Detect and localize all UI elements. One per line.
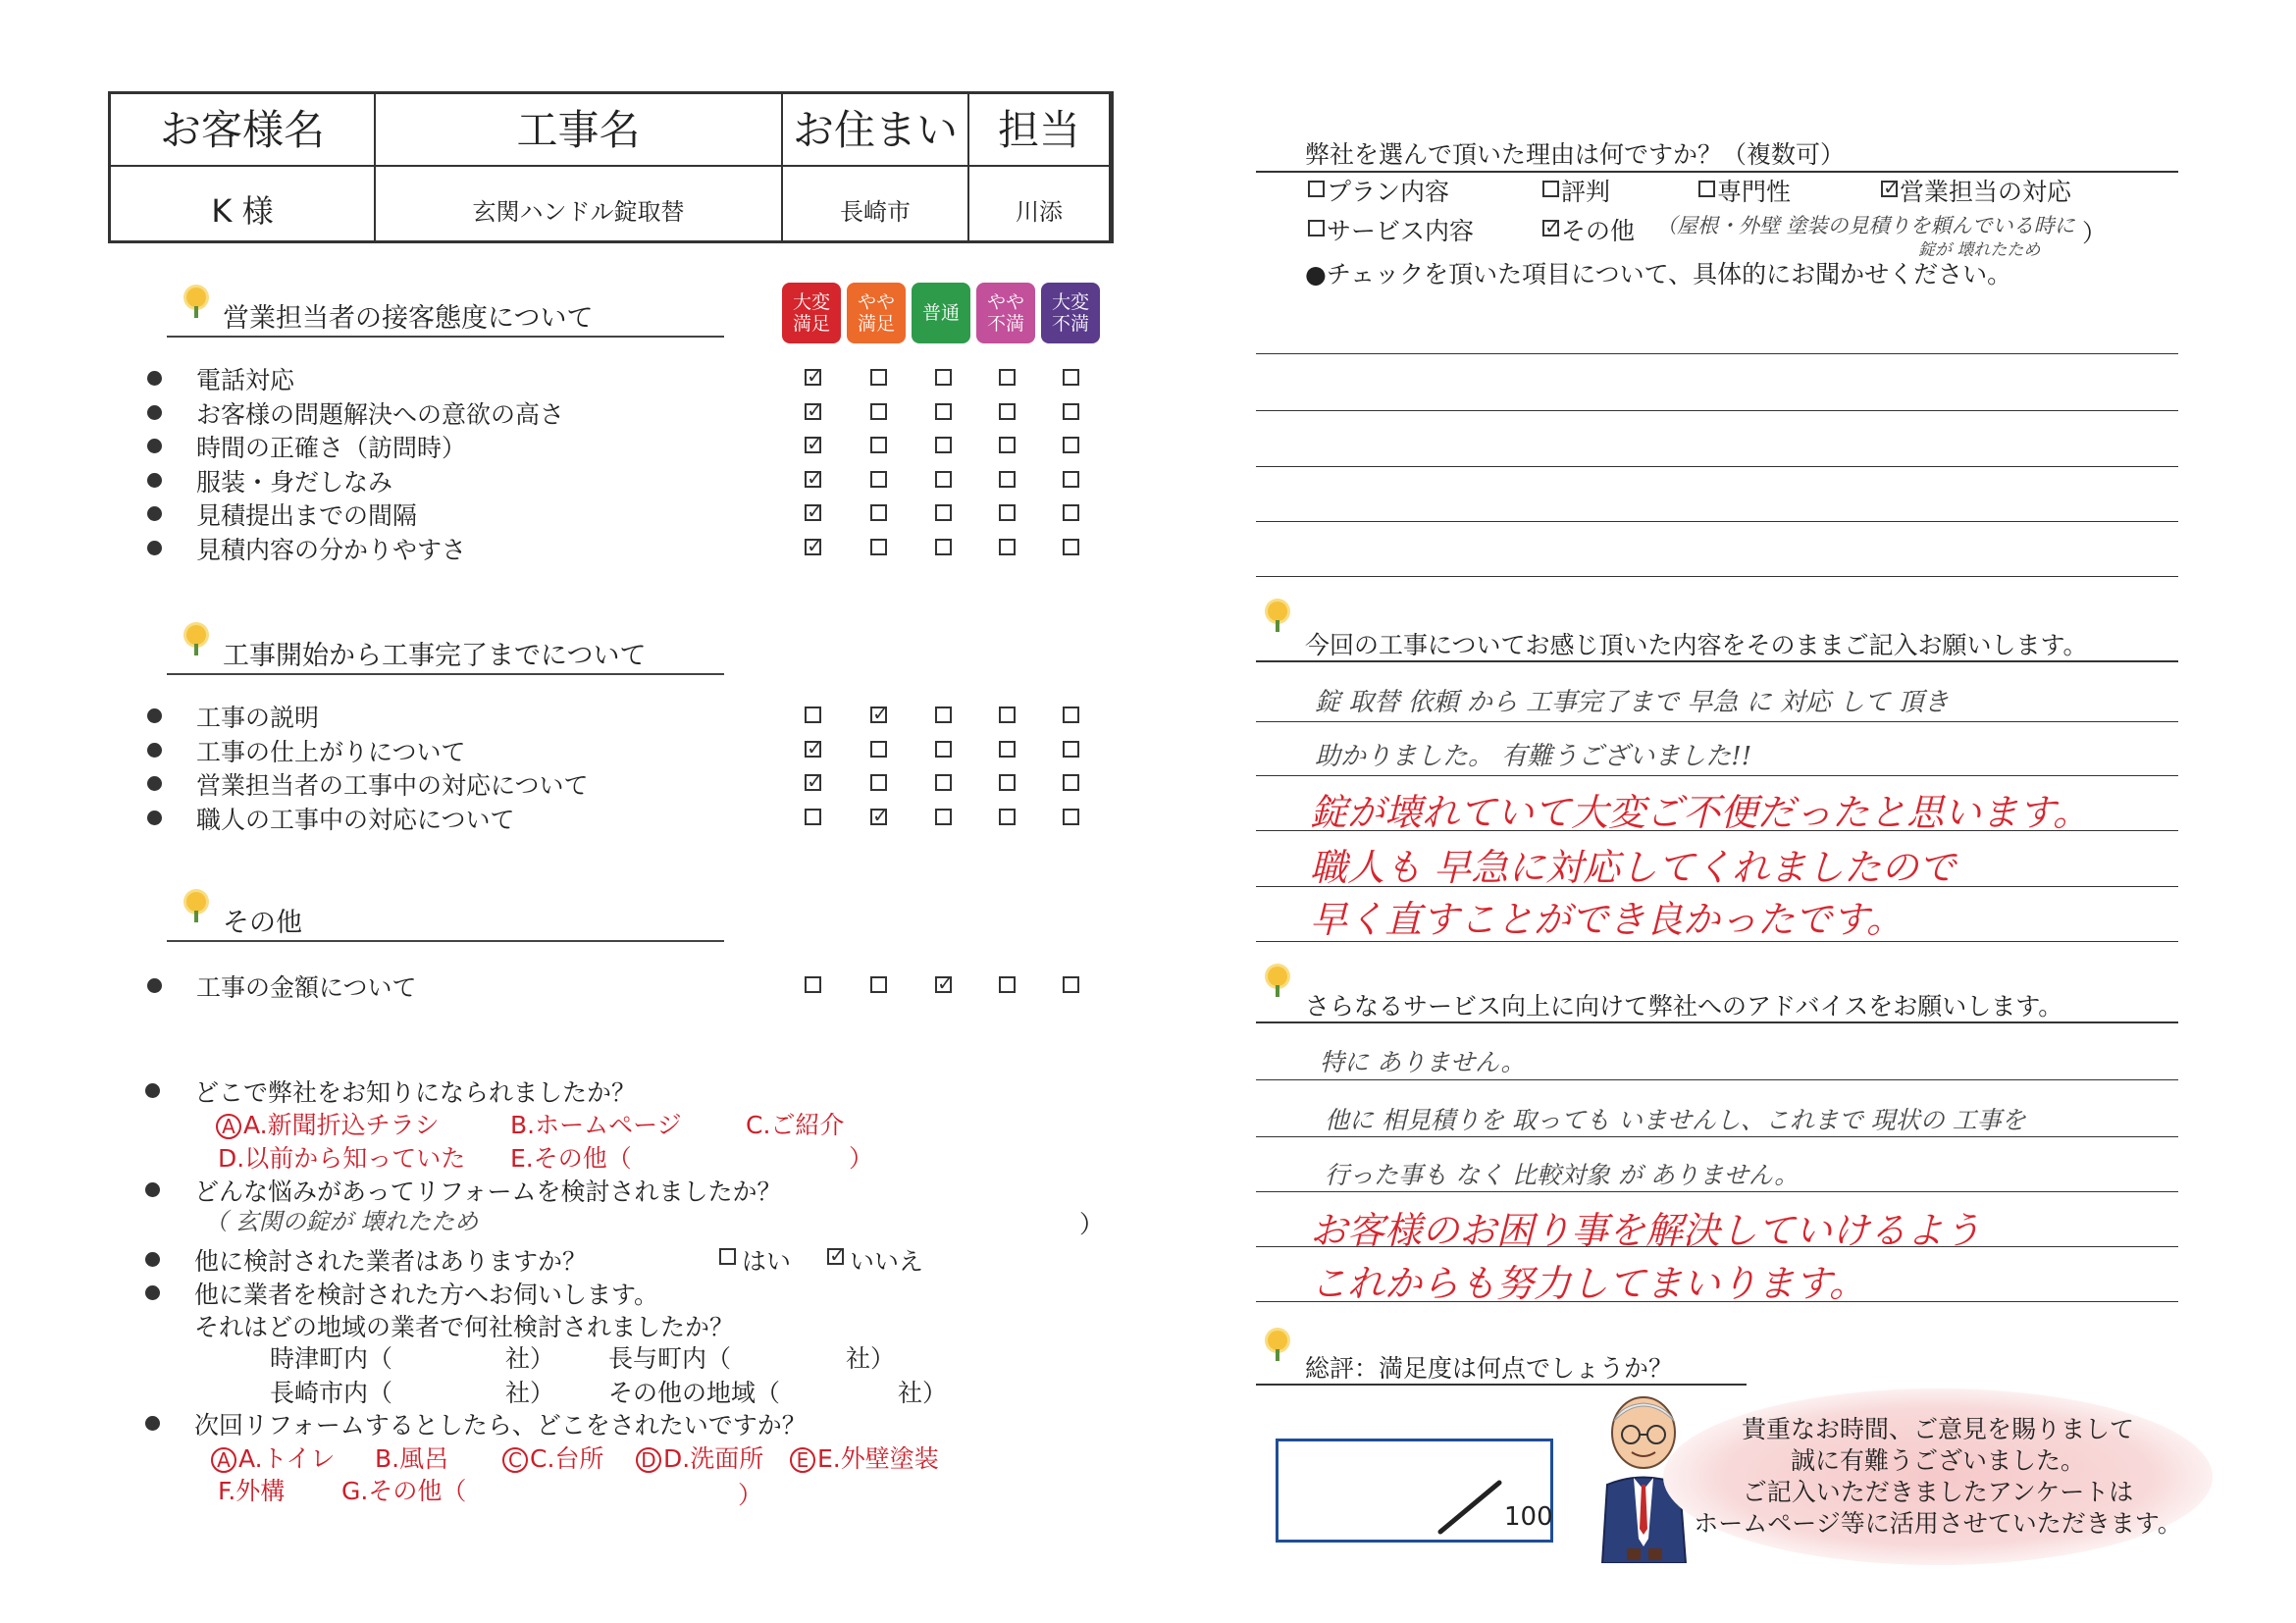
section2-rating-checkbox[interactable] bbox=[999, 707, 1016, 723]
bullet bbox=[147, 439, 162, 453]
residence-value: 長崎市 bbox=[840, 198, 911, 226]
reason-service-checkbox[interactable] bbox=[1308, 220, 1325, 236]
q-region-tokitsu: 時津町内（ bbox=[270, 1344, 393, 1373]
q-region-line1: 他に業者を検討された方へお伺いします。 bbox=[194, 1281, 659, 1309]
customer-column bbox=[111, 94, 376, 240]
reason-sales-checkbox[interactable] bbox=[1881, 181, 1898, 197]
advice-line bbox=[1256, 1301, 2178, 1302]
q-other-no-label: いいえ bbox=[850, 1247, 924, 1276]
section2-rating-checkbox[interactable] bbox=[1063, 774, 1079, 791]
q-region-nagasaki-sha: 社） bbox=[505, 1379, 555, 1407]
impression-hand-1[interactable]: 錠 取替 依頼 から 工事完了まで 早急 に 対応 して 頂き bbox=[1315, 688, 1950, 717]
q-next-question: 次回リフォームするとしたら、どこをされたいですか？ bbox=[194, 1411, 807, 1440]
section3-item-label: 工事の金額について bbox=[196, 973, 417, 1002]
overall-title: 総評：満足度は何点でしょうか？ bbox=[1305, 1354, 1674, 1383]
section2-rating-checkbox[interactable] bbox=[935, 774, 952, 791]
section1-rating-checkbox[interactable] bbox=[1063, 504, 1079, 521]
section1-rating-checkbox[interactable] bbox=[805, 369, 821, 386]
q-next-option-b[interactable]: B.風呂 bbox=[375, 1444, 449, 1473]
q-know-question: どこで弊社をお知りになられましたか？ bbox=[194, 1078, 637, 1107]
section2-rating-checkbox[interactable] bbox=[870, 809, 887, 825]
thanks-line-1: 貴重なお時間、ご意見を賜りまして bbox=[1741, 1415, 2134, 1443]
q-worry-question: どんな悩みがあってリフォームを検討されましたか？ bbox=[194, 1178, 782, 1206]
flower-icon bbox=[182, 891, 211, 920]
circle-mark-icon: E bbox=[790, 1447, 815, 1473]
q-know-option-e[interactable]: E.その他（ bbox=[510, 1144, 632, 1173]
section1-rating-checkbox[interactable] bbox=[1063, 539, 1079, 555]
section2-rating-checkbox[interactable] bbox=[805, 809, 821, 825]
section3-title: その他 bbox=[223, 908, 302, 938]
section1-rating-checkbox[interactable] bbox=[1063, 471, 1079, 488]
q-other-yes-label: はい bbox=[742, 1247, 792, 1276]
section2-item-label: 工事の仕上がりについて bbox=[196, 737, 466, 766]
thanks-line-3: ご記入いただきましたアンケートは bbox=[1742, 1478, 2134, 1506]
q-other-question: 他に検討された業者はありますか？ bbox=[194, 1247, 588, 1276]
reason-expertise-label: 専門性 bbox=[1717, 178, 1792, 206]
reason-detail-prompt: ●チェックを頂いた項目について、具体的にお聞かせください。 bbox=[1305, 260, 2012, 288]
q-other-yes-checkbox[interactable] bbox=[719, 1248, 736, 1265]
residence-label: お住まい bbox=[792, 106, 958, 154]
q-next-option-f[interactable]: F.外構 bbox=[218, 1477, 286, 1505]
reason-plan-label: プラン内容 bbox=[1327, 178, 1450, 206]
section2-rating-checkbox[interactable] bbox=[870, 707, 887, 723]
impression-title: 今回の工事についてお感じ頂いた内容をそのままご記入お願いします。 bbox=[1305, 631, 2088, 659]
section3-rating-checkbox[interactable] bbox=[935, 976, 952, 993]
flower-icon bbox=[182, 624, 211, 654]
section1-rating-checkbox[interactable] bbox=[870, 471, 887, 488]
detail-line bbox=[1256, 466, 2178, 467]
circle-mark-icon: C bbox=[502, 1447, 528, 1473]
work-value: 玄関ハンドル錠取替 bbox=[472, 198, 685, 226]
reason-sales-label: 営業担当の対応 bbox=[1900, 178, 2072, 206]
section1-rating-checkbox[interactable] bbox=[999, 504, 1016, 521]
section1-rating-checkbox[interactable] bbox=[935, 539, 952, 555]
section3-rating-checkbox[interactable] bbox=[999, 976, 1016, 993]
q-next-option-e[interactable]: E E.外壁塗装 bbox=[790, 1440, 939, 1475]
section2-item-label: 職人の工事中の対応について bbox=[196, 805, 515, 834]
section2-rating-checkbox[interactable] bbox=[870, 741, 887, 758]
bullet bbox=[147, 708, 162, 723]
section1-rating-checkbox[interactable] bbox=[805, 437, 821, 453]
reason-other-checkbox[interactable] bbox=[1542, 220, 1559, 236]
section1-rating-checkbox[interactable] bbox=[805, 539, 821, 555]
section1-rating-checkbox[interactable] bbox=[999, 403, 1016, 420]
section1-rating-checkbox[interactable] bbox=[1063, 403, 1079, 420]
reason-review-checkbox[interactable] bbox=[1542, 181, 1559, 197]
section1-item-label: 電話対応 bbox=[196, 366, 295, 394]
advice-hand-3[interactable]: 行った事も なく 比較対象 が ありません。 bbox=[1325, 1161, 1800, 1189]
staff-value: 川添 bbox=[1016, 198, 1063, 226]
section2-underline bbox=[167, 673, 724, 675]
advice-hand-2[interactable]: 他に 相見積りを 取っても いませんし、これまで 現状の 工事を bbox=[1325, 1106, 2026, 1134]
section2-rating-checkbox[interactable] bbox=[999, 809, 1016, 825]
advice-line bbox=[1256, 1246, 2178, 1247]
bullet bbox=[147, 506, 162, 521]
impression-hand-2[interactable]: 助かりました。 有難うございました!! bbox=[1315, 742, 1752, 771]
detail-line bbox=[1256, 521, 2178, 522]
advice-line bbox=[1256, 1136, 2178, 1137]
score-box[interactable] bbox=[1276, 1439, 1553, 1543]
section1-rating-checkbox[interactable] bbox=[870, 504, 887, 521]
reason-other-note-1[interactable]: （屋根・外壁 塗装の見積りを頼んでいる時に bbox=[1656, 214, 2075, 237]
section3-underline bbox=[167, 940, 724, 942]
advice-line bbox=[1256, 1191, 2178, 1192]
rating-badge-satisfied: やや満足 bbox=[847, 283, 906, 343]
residence-column bbox=[783, 94, 969, 240]
advice-red-2[interactable]: これからも努力してまいります。 bbox=[1310, 1262, 1866, 1305]
section2-title: 工事開始から工事完了までについて bbox=[223, 641, 647, 671]
flower-icon bbox=[182, 287, 211, 316]
impression-line bbox=[1256, 775, 2178, 776]
section2-rating-checkbox[interactable] bbox=[935, 707, 952, 723]
bullet bbox=[147, 405, 162, 420]
section2-rating-checkbox[interactable] bbox=[1063, 809, 1079, 825]
score-max: 100 bbox=[1504, 1502, 1553, 1532]
section1-rating-checkbox[interactable] bbox=[870, 437, 887, 453]
detail-line bbox=[1256, 410, 2178, 411]
section2-rating-checkbox[interactable] bbox=[1063, 707, 1079, 723]
flower-icon bbox=[1263, 601, 1292, 630]
section1-rating-checkbox[interactable] bbox=[999, 437, 1016, 453]
bullet bbox=[147, 978, 162, 993]
q-region-nagayo: 長与町内（ bbox=[608, 1344, 732, 1373]
q-next-option-a[interactable]: A A.トイレ bbox=[211, 1440, 335, 1475]
staff-label: 担当 bbox=[997, 106, 1080, 154]
flower-icon bbox=[1263, 966, 1292, 995]
q-region-nagayo-sha: 社） bbox=[846, 1344, 896, 1373]
section3-rating-checkbox[interactable] bbox=[1063, 976, 1079, 993]
reason-other-label: その他 bbox=[1561, 217, 1636, 245]
rating-badge-very-dissatisfied: 大変不満 bbox=[1041, 283, 1100, 343]
staff-column bbox=[969, 94, 1111, 240]
circle-mark-icon: A bbox=[211, 1447, 236, 1473]
q-other-no-checkbox[interactable] bbox=[827, 1248, 844, 1265]
q-next-option-c[interactable]: C C.台所 bbox=[502, 1440, 603, 1475]
customer-value: K 様 bbox=[211, 192, 274, 230]
thanks-line-2: 誠に有難うございました。 bbox=[1790, 1446, 2085, 1475]
section1-rating-checkbox[interactable] bbox=[1063, 437, 1079, 453]
rating-badge-dissatisfied: やや不満 bbox=[976, 283, 1035, 343]
reason-plan-checkbox[interactable] bbox=[1308, 181, 1325, 197]
section1-item-label: お客様の問題解決への意欲の高さ bbox=[196, 399, 565, 429]
rating-badge-very-satisfied: 大変満足 bbox=[782, 283, 841, 343]
advice-underline bbox=[1256, 1021, 2178, 1023]
section1-rating-checkbox[interactable] bbox=[935, 471, 952, 488]
bullet bbox=[147, 776, 162, 791]
q-worry-close: ） bbox=[1079, 1210, 1105, 1238]
advice-red-1[interactable]: お客様のお困り事を解決していけるよう bbox=[1310, 1209, 1982, 1252]
reason-other-note-2[interactable]: 錠が 壊れたため bbox=[1918, 240, 2041, 260]
q-region-other: その他の地域（ bbox=[608, 1379, 781, 1407]
impression-line bbox=[1256, 886, 2178, 887]
section1-rating-checkbox[interactable] bbox=[805, 504, 821, 521]
bullet bbox=[145, 1416, 160, 1431]
section1-title: 営業担当者の接客態度について bbox=[223, 303, 594, 334]
section1-underline bbox=[167, 336, 724, 338]
q-know-option-b[interactable]: B.ホームページ bbox=[510, 1111, 682, 1139]
bullet bbox=[145, 1083, 160, 1098]
detail-line bbox=[1256, 353, 2178, 354]
q-region-nagasaki: 長崎市内（ bbox=[270, 1379, 393, 1407]
circle-mark-icon: D bbox=[636, 1447, 661, 1473]
section2-item-label: 営業担当者の工事中の対応について bbox=[196, 771, 589, 800]
reason-service-label: サービス内容 bbox=[1327, 217, 1475, 245]
bullet bbox=[147, 473, 162, 488]
impression-red-3[interactable]: 早く直すことができ良かったです。 bbox=[1310, 898, 1904, 941]
section1-rating-checkbox[interactable] bbox=[1063, 369, 1079, 386]
reason-title: 弊社を選んで頂いた理由は何ですか？（複数可） bbox=[1305, 140, 1846, 169]
impression-red-2[interactable]: 職人も 早急に対応してくれましたので bbox=[1310, 846, 1957, 889]
section3-rating-checkbox[interactable] bbox=[805, 976, 821, 993]
section1-rating-checkbox[interactable] bbox=[870, 403, 887, 420]
impression-underline bbox=[1256, 660, 2178, 662]
section1-rating-checkbox[interactable] bbox=[805, 403, 821, 420]
section1-item-label: 時間の正確さ（訪問時） bbox=[196, 434, 467, 462]
rating-badge-normal: 普通 bbox=[912, 283, 970, 343]
section1-item-label: 見積内容の分かりやすさ bbox=[196, 535, 467, 564]
reason-review-label: 評判 bbox=[1561, 178, 1611, 206]
q-know-option-c[interactable]: C.ご紹介 bbox=[746, 1111, 845, 1139]
advice-hand-1[interactable]: 特に ありません。 bbox=[1320, 1048, 1526, 1076]
section2-rating-checkbox[interactable] bbox=[999, 741, 1016, 758]
reason-other-close: ） bbox=[2082, 219, 2108, 247]
advice-title: さらなるサービス向上に向けて弊社へのアドバイスをお願いします。 bbox=[1305, 992, 2063, 1021]
section2-rating-checkbox[interactable] bbox=[805, 707, 821, 723]
section2-rating-checkbox[interactable] bbox=[1063, 741, 1079, 758]
section1-rating-checkbox[interactable] bbox=[935, 437, 952, 453]
section1-item-label: 服装・身だしなみ bbox=[196, 467, 393, 497]
reason-expertise-checkbox[interactable] bbox=[1698, 181, 1715, 197]
q-next-option-g-close: ） bbox=[738, 1481, 763, 1509]
section1-rating-checkbox[interactable] bbox=[935, 369, 952, 386]
section2-rating-checkbox[interactable] bbox=[935, 809, 952, 825]
bullet bbox=[147, 811, 162, 825]
q-know-option-a[interactable]: A A.新聞折込チラシ bbox=[216, 1106, 440, 1141]
bullet bbox=[145, 1182, 160, 1197]
overall-underline bbox=[1256, 1384, 1747, 1386]
q-know-option-d[interactable]: D.以前から知っていた bbox=[218, 1144, 466, 1173]
header-divider bbox=[111, 165, 1111, 167]
circle-mark-icon: A bbox=[216, 1114, 241, 1139]
q-next-option-g[interactable]: G.その他（ bbox=[341, 1477, 467, 1505]
section2-rating-checkbox[interactable] bbox=[805, 741, 821, 758]
section1-rating-checkbox[interactable] bbox=[805, 471, 821, 488]
q-next-option-d[interactable]: D D.洗面所 bbox=[636, 1440, 763, 1475]
bullet bbox=[145, 1252, 160, 1267]
thanks-line-4: ホームページ等に活用させていただきます。 bbox=[1694, 1509, 2182, 1538]
impression-red-1[interactable]: 錠が壊れていて大変ご不便だったと思います。 bbox=[1310, 791, 2090, 834]
q-region-tokitsu-sha: 社） bbox=[505, 1344, 555, 1373]
detail-line bbox=[1256, 576, 2178, 577]
bullet bbox=[147, 371, 162, 386]
section3-rating-checkbox[interactable] bbox=[870, 976, 887, 993]
impression-line bbox=[1256, 941, 2178, 942]
section2-rating-checkbox[interactable] bbox=[870, 774, 887, 791]
section2-rating-checkbox[interactable] bbox=[935, 741, 952, 758]
q-worry-answer[interactable]: （ 玄関の錠が 壊れたため bbox=[204, 1208, 479, 1235]
section2-rating-checkbox[interactable] bbox=[999, 774, 1016, 791]
bullet bbox=[147, 541, 162, 555]
section1-rating-checkbox[interactable] bbox=[999, 471, 1016, 488]
section1-rating-checkbox[interactable] bbox=[870, 539, 887, 555]
q-region-line2: それはどの地域の業者で何社検討されましたか？ bbox=[194, 1313, 735, 1341]
q-region-other-sha: 社） bbox=[898, 1379, 948, 1407]
advice-line bbox=[1256, 1079, 2178, 1080]
section1-rating-checkbox[interactable] bbox=[935, 504, 952, 521]
section2-item-label: 工事の説明 bbox=[196, 704, 320, 732]
q-know-option-e-close: ） bbox=[849, 1144, 874, 1173]
bullet bbox=[145, 1285, 160, 1300]
impression-line bbox=[1256, 721, 2178, 722]
section1-item-label: 見積提出までの間隔 bbox=[196, 501, 418, 530]
flower-icon bbox=[1263, 1330, 1292, 1359]
bullet bbox=[147, 743, 162, 758]
impression-line bbox=[1256, 830, 2178, 831]
customer-label: お客様名 bbox=[159, 106, 325, 154]
section1-rating-checkbox[interactable] bbox=[935, 403, 952, 420]
section1-rating-checkbox[interactable] bbox=[999, 369, 1016, 386]
work-label: 工事名 bbox=[516, 106, 641, 154]
section2-rating-checkbox[interactable] bbox=[805, 774, 821, 791]
header-table bbox=[108, 91, 1114, 243]
section1-rating-checkbox[interactable] bbox=[870, 369, 887, 386]
section1-rating-checkbox[interactable] bbox=[999, 539, 1016, 555]
work-column bbox=[376, 94, 783, 240]
